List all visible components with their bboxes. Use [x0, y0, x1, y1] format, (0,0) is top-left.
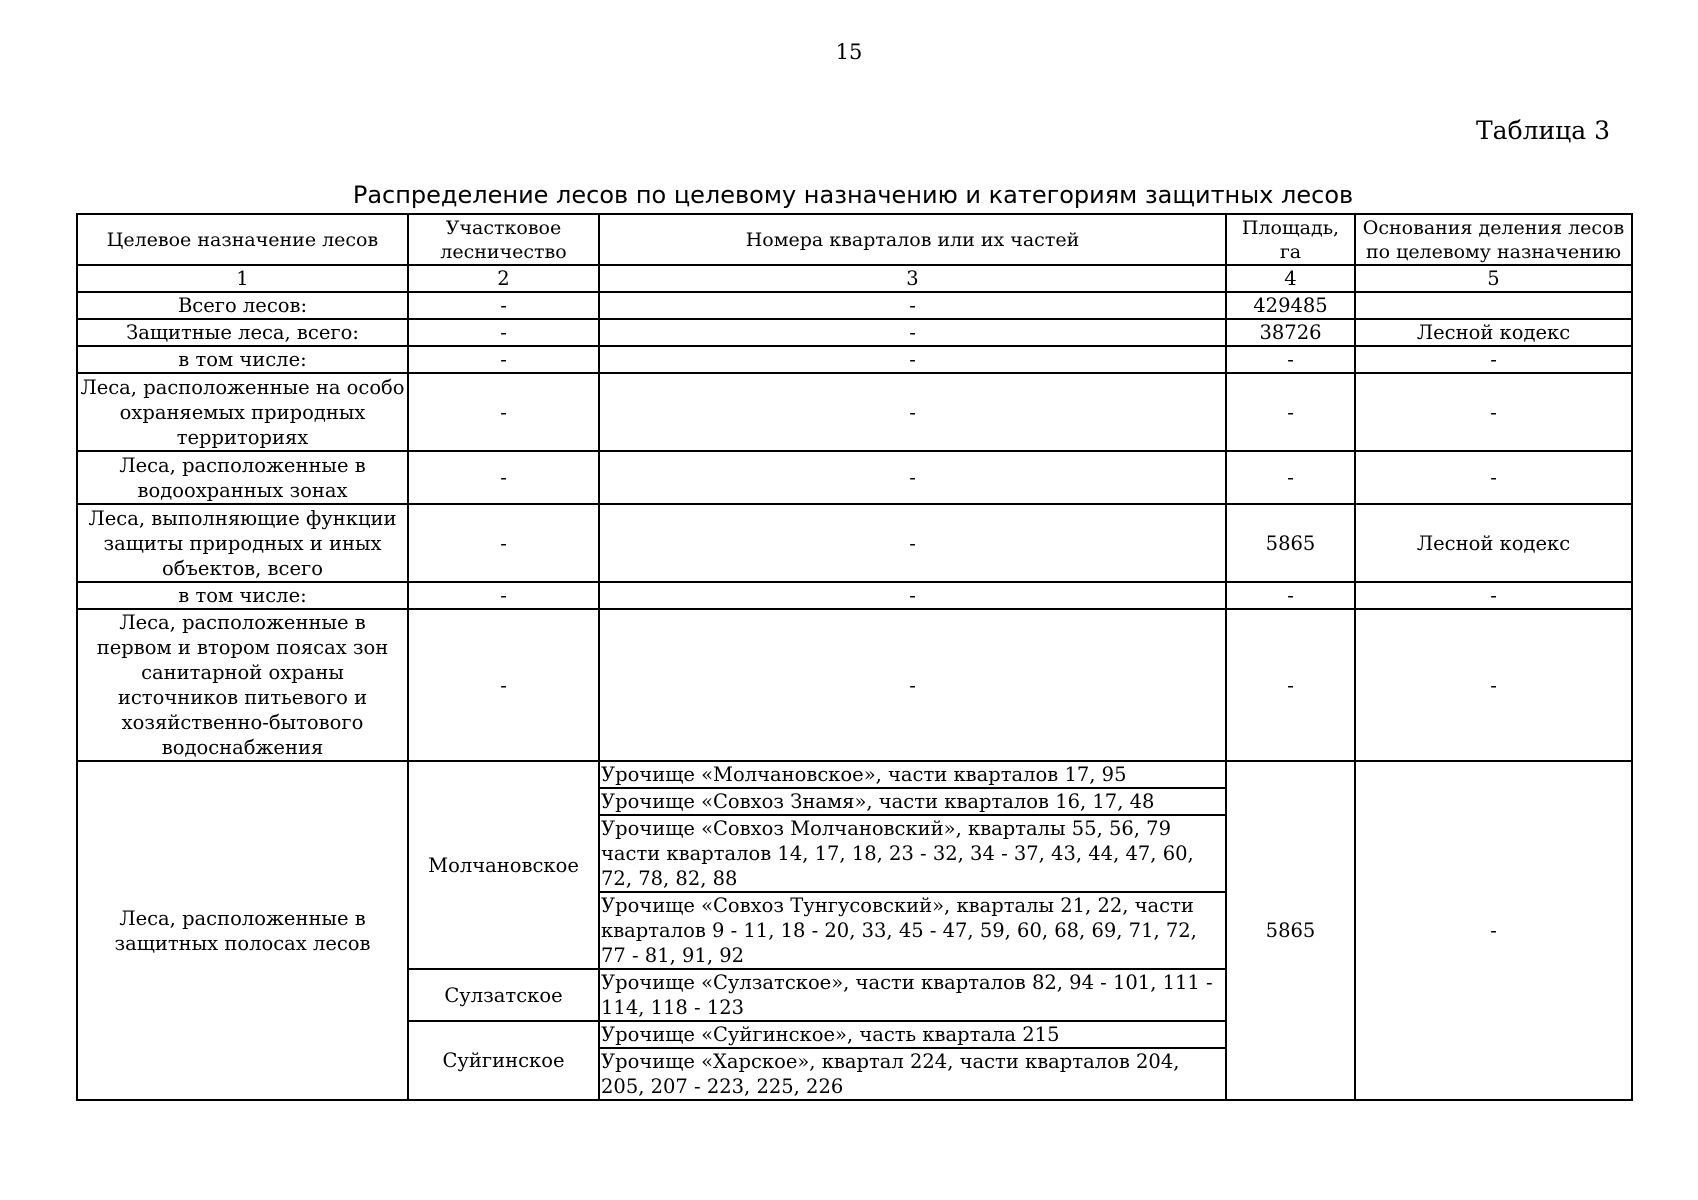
area-cell: -: [1226, 609, 1355, 761]
header-cell: Целевое назначение лесов: [77, 214, 408, 265]
tract-cell: Урочище «Сулзатское», части кварталов 82, 94 - 101, 111 - 114, 118 - 123: [599, 969, 1226, 1021]
purpose-cell: в том числе:: [77, 582, 408, 609]
purpose-cell: в том числе:: [77, 346, 408, 373]
area-cell: 429485: [1226, 292, 1355, 319]
district-cell: Суйгинское: [408, 1021, 599, 1100]
district-cell: -: [408, 346, 599, 373]
table-row: [77, 451, 1632, 504]
basis-cell: [1355, 292, 1632, 319]
area-cell: 5865: [1226, 504, 1355, 582]
area-cell: -: [1226, 373, 1355, 451]
page-number: 15: [835, 40, 863, 64]
purpose-cell: Леса, расположенные в водоохранных зонах: [77, 451, 408, 504]
tract-cell: Урочище «Совхоз Молчановский», кварталы 55, 56, 79 части кварталов 14, 17, 18, 23 - 32, 34 - 37, 43, 44, 47, 60, 72, 78, 82, 88: [599, 815, 1226, 892]
tract-cell: Урочище «Суйгинское», часть квартала 215: [599, 1021, 1226, 1048]
tract-cell: Урочище «Совхоз Тунгусовский», кварталы 21, 22, части кварталов 9 - 11, 18 - 20, 33, 45 - 47, 59, 60, 68, 69, 71, 72, 77 - 81, 91, 92: [599, 892, 1226, 969]
header-cell: Номера кварталов или их частей: [599, 214, 1226, 265]
basis-cell: -: [1355, 346, 1632, 373]
area-cell: 5865: [1226, 761, 1355, 1100]
column-number: 1: [77, 265, 408, 292]
quarters-cell: -: [599, 582, 1226, 609]
district-cell: -: [408, 609, 599, 761]
purpose-cell: Всего лесов:: [77, 292, 408, 319]
basis-cell: -: [1355, 582, 1632, 609]
table-row: [77, 373, 1632, 451]
table-row: [77, 346, 1632, 373]
quarters-cell: -: [599, 373, 1226, 451]
quarters-cell: -: [599, 504, 1226, 582]
district-cell: -: [408, 373, 599, 451]
tract-cell: Урочище «Молчановское», части кварталов 17, 95: [599, 761, 1226, 788]
column-number: 3: [599, 265, 1226, 292]
district-cell: -: [408, 319, 599, 346]
header-cell: Участковое лесничество: [408, 214, 599, 265]
header-cell: Площадь, га: [1226, 214, 1355, 265]
quarters-cell: -: [599, 451, 1226, 504]
purpose-cell: Леса, расположенные на особо охраняемых природных территориях: [77, 373, 408, 451]
column-number: 2: [408, 265, 599, 292]
area-cell: 38726: [1226, 319, 1355, 346]
purpose-cell: Леса, расположенные в первом и втором поясах зон санитарной охраны источников питьевого и хозяйственно-бытового водоснабжения: [77, 609, 408, 761]
basis-cell: Лесной кодекс: [1355, 504, 1632, 582]
table-row: [77, 582, 1632, 609]
quarters-cell: -: [599, 319, 1226, 346]
area-cell: -: [1226, 346, 1355, 373]
quarters-cell: -: [599, 346, 1226, 373]
district-cell: Сулзатское: [408, 969, 599, 1021]
purpose-cell: Леса, выполняющие функции защиты природных и иных объектов, всего: [77, 504, 408, 582]
table-header-row: [77, 214, 1632, 265]
purpose-cell: Защитные леса, всего:: [77, 319, 408, 346]
basis-cell: -: [1355, 373, 1632, 451]
column-number: 4: [1226, 265, 1355, 292]
forest-distribution-table: [76, 213, 1633, 1101]
basis-cell: Лесной кодекс: [1355, 319, 1632, 346]
purpose-cell: Леса, расположенные в защитных полосах лесов: [77, 761, 408, 1100]
table-row: [77, 319, 1632, 346]
table-label: Таблица 3: [1475, 116, 1610, 145]
district-cell: -: [408, 504, 599, 582]
basis-cell: -: [1355, 609, 1632, 761]
table-caption: Распределение лесов по целевому назначению и категориям защитных лесов: [352, 181, 1354, 209]
table-row: [77, 292, 1632, 319]
district-cell: Молчановское: [408, 761, 599, 969]
column-number-row: [77, 265, 1632, 292]
quarters-cell: -: [599, 292, 1226, 319]
quarters-cell: -: [599, 609, 1226, 761]
district-cell: -: [408, 292, 599, 319]
table-row: [77, 761, 1632, 788]
area-cell: -: [1226, 582, 1355, 609]
table-row: [77, 504, 1632, 582]
basis-cell: -: [1355, 451, 1632, 504]
column-number: 5: [1355, 265, 1632, 292]
tract-cell: Урочище «Харское», квартал 224, части кварталов 204, 205, 207 - 223, 225, 226: [599, 1048, 1226, 1100]
area-cell: -: [1226, 451, 1355, 504]
district-cell: -: [408, 451, 599, 504]
district-cell: -: [408, 582, 599, 609]
basis-cell: -: [1355, 761, 1632, 1100]
header-cell: Основания деления лесов по целевому назначению: [1355, 214, 1632, 265]
tract-cell: Урочище «Совхоз Знамя», части кварталов 16, 17, 48: [599, 788, 1226, 815]
table-row: [77, 609, 1632, 761]
